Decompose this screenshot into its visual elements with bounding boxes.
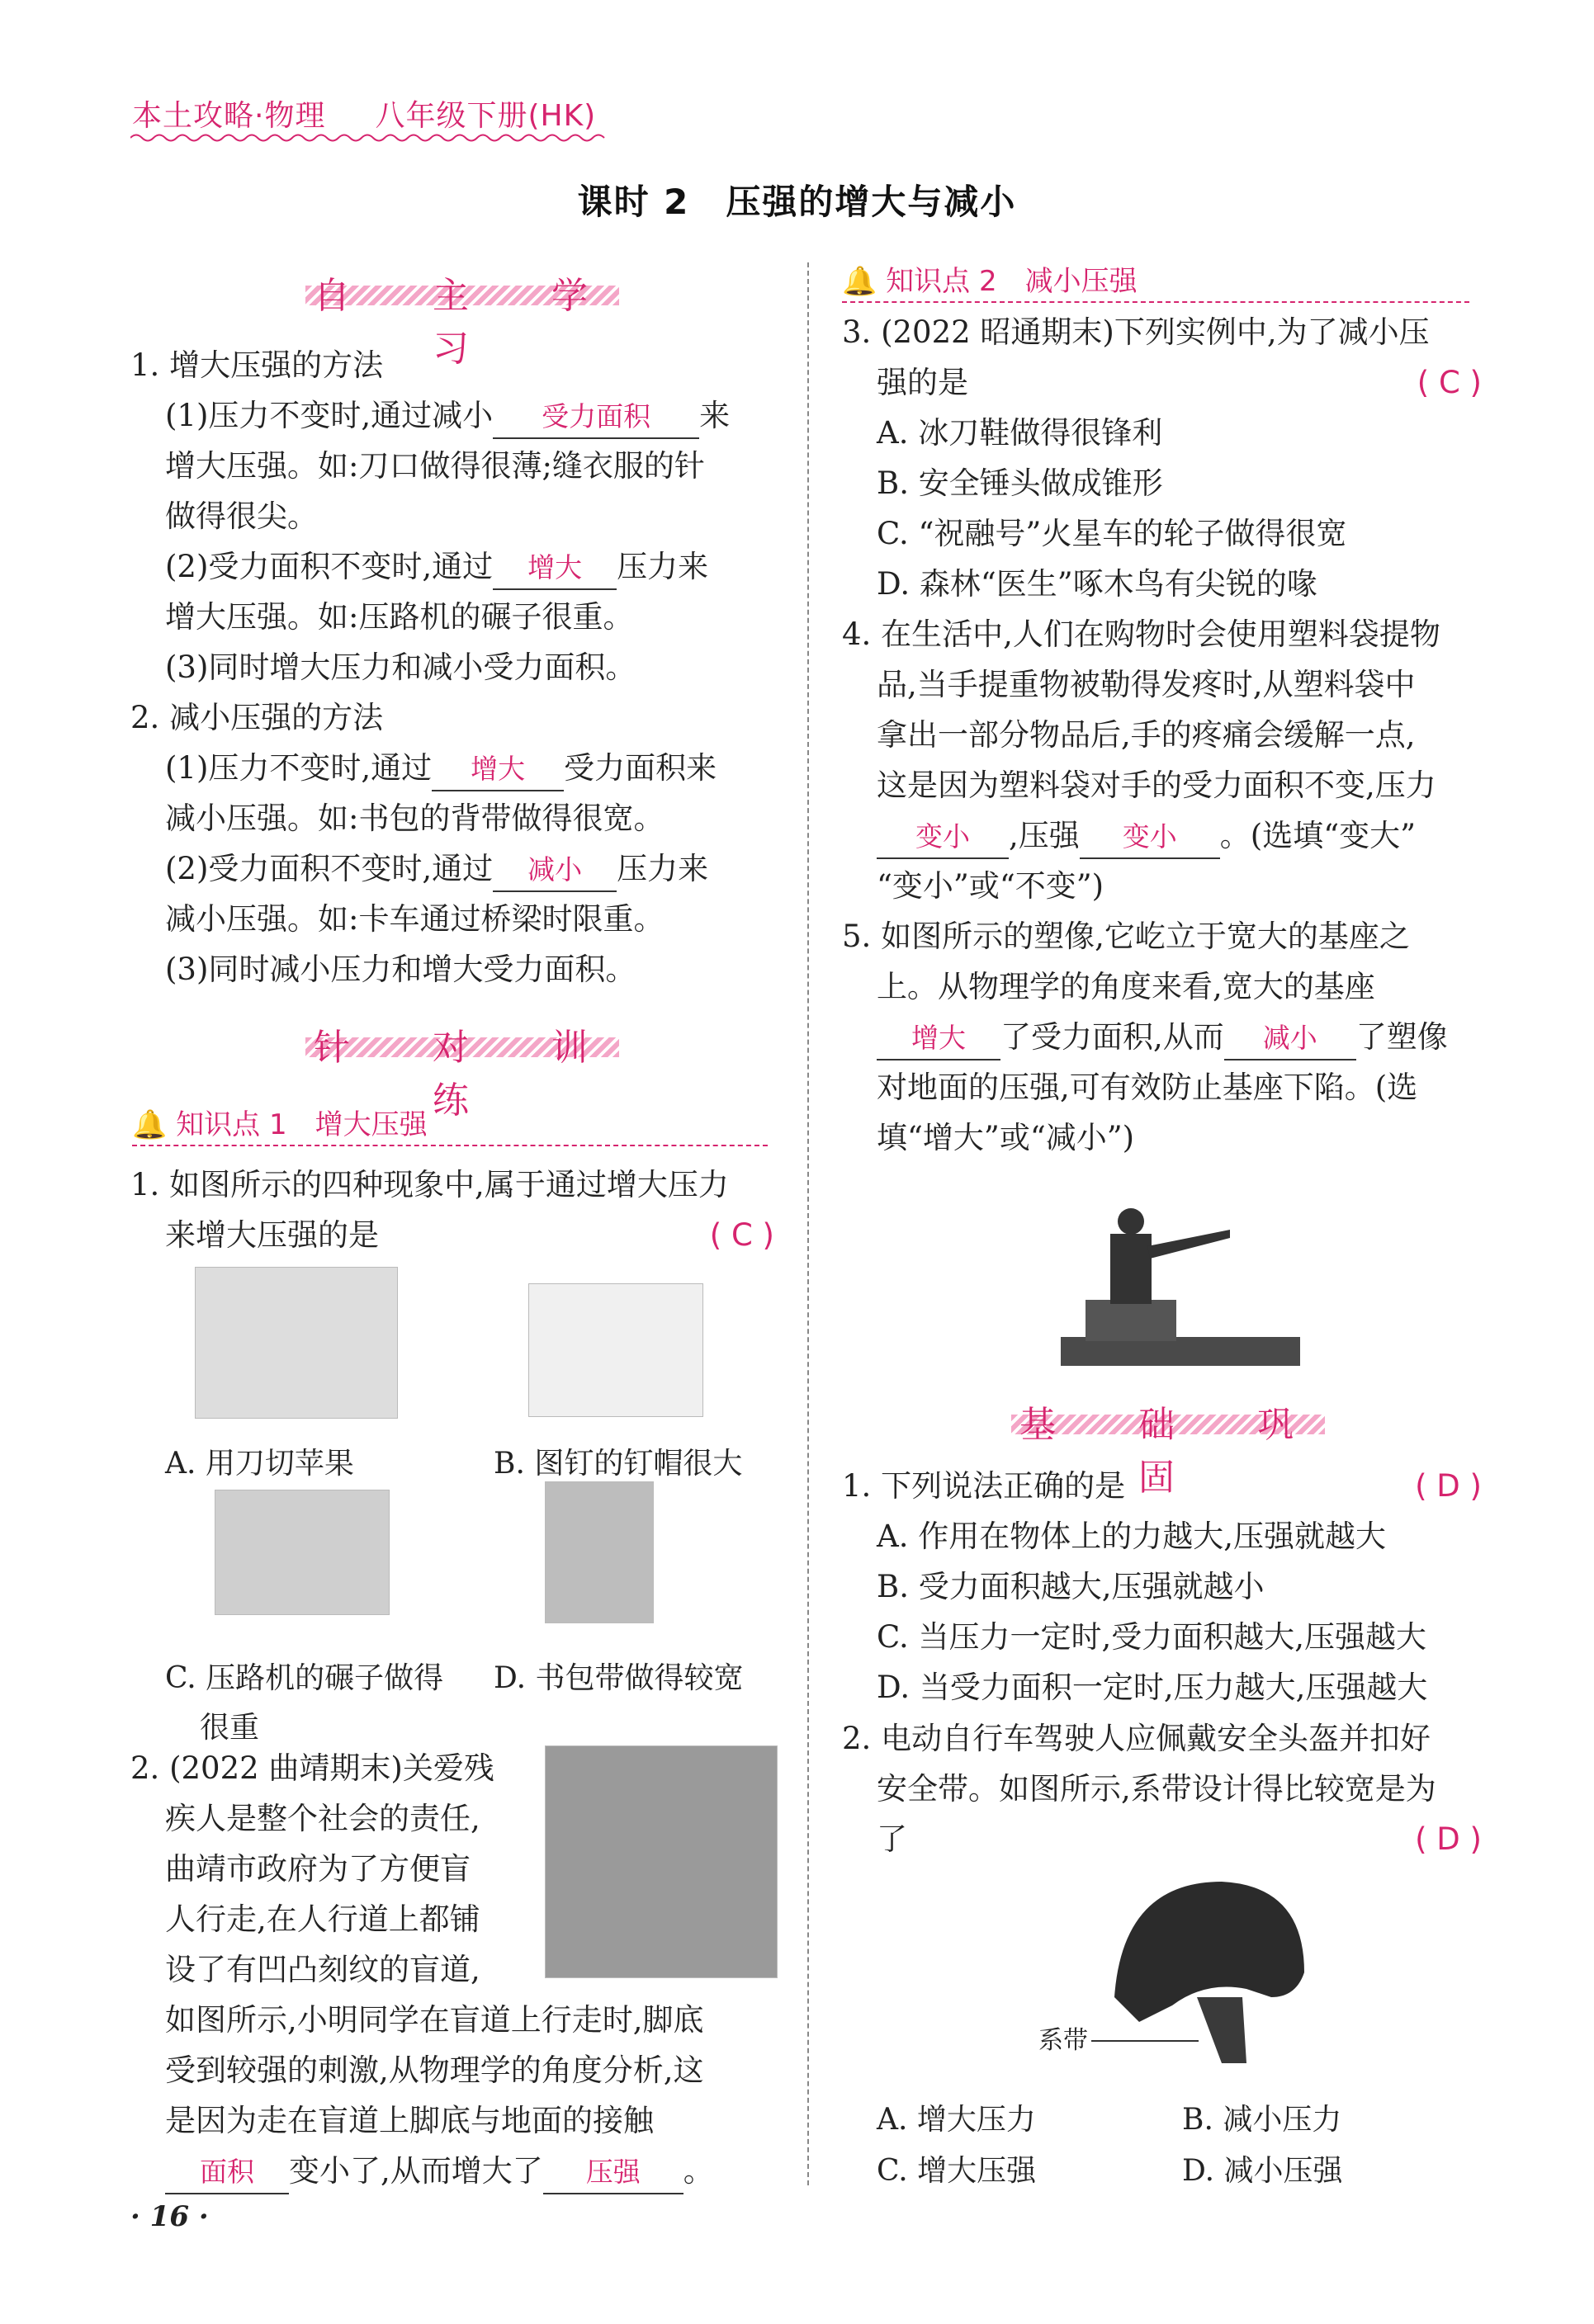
lesson-title: 课时 2 压强的增大与减小 <box>577 182 1017 222</box>
answer-blank: 增大 <box>432 749 564 791</box>
question-3: 3. (2022 昭通期末)下列实例中,为了减小压 强的是 ( C ) A. 冰刀鞋做得很锋利 B. 安全锤头做成锥形 C. “祝融号”火星车的轮子做得很宽 D. 森林“医生”啄木鸟有尖锐的喙 <box>842 314 1482 602</box>
strap-pointer-line <box>1091 2040 1199 2042</box>
q1-option-c: C. 压路机的碾子做得 <box>165 1661 444 1695</box>
grade-name: 八年级下册(HK) <box>375 99 597 133</box>
question-1: 1. 如图所示的四种现象中,属于通过增大压力 来增大压强的是 ( C ) <box>130 1167 774 1253</box>
bell-icon: 🔔 <box>842 265 877 298</box>
road-roller-image <box>215 1490 390 1615</box>
bell-icon: 🔔 <box>132 1108 168 1141</box>
thumbtacks-image <box>528 1283 703 1417</box>
q1-option-d: D. 书包带做得较宽 <box>494 1661 744 1695</box>
section-self-study: 自 主 学 习 <box>314 266 611 371</box>
answer-blank: 增大 <box>493 547 617 590</box>
book-name: 本土攻略·物理 <box>132 99 326 133</box>
question-4: 4. 在生活中,人们在购物时会使用塑料袋提物 品,当手提重物被勒得发疼时,从塑料袋中 拿出一部分物品后,手的疼痛会缓解一点, 这是因为塑料袋对手的受力面积不变,压力 变小 ,压强 变小 。(选填“变大” “变小”或“不变”) <box>842 616 1440 904</box>
apple-cutting-image <box>195 1267 398 1419</box>
knowledge-point-1: 🔔 知识点 1 增大压强 <box>132 1102 768 1151</box>
book-header <box>132 92 646 135</box>
b2-option-a: A. 增大压力 <box>877 2103 1036 2137</box>
backpack-image <box>545 1481 654 1623</box>
answer-blank: 减小 <box>493 849 617 892</box>
self-study-content: 1. 增大压强的方法 (1)压力不变时,通过减小 受力面积 来 增大压强。如:刀口做得很薄;缝衣服的针 做得很尖。 (2)受力面积不变时,通过 增大 压力来 增大压强。如:压路机的碾子很重。 (3)同时增大压力和减小受力面积。 2. 减小压强的方法 (1)压力不变时,通过 增大 受力面积来 减小压强。如:书包的背带做得很宽。 (2)受力面积不变时,通过 减小 压力来 减小压强。如:卡车通过桥梁时限重。 (3)同时减小压力和增大受力面积。 <box>130 347 731 987</box>
header-wave-line <box>130 132 609 144</box>
basic-question-2: 2. 电动自行车驾驶人应佩戴安全头盔并扣好 安全带。如图所示,系带设计得比较宽是为 了 ( D ) <box>842 1721 1482 1857</box>
helmet-image <box>1106 1873 1313 2071</box>
q1-option-b: B. 图钉的钉帽很大 <box>494 1447 743 1481</box>
b2-option-d: D. 减小压强 <box>1182 2154 1343 2188</box>
q1-option-a: A. 用刀切苹果 <box>165 1447 354 1481</box>
column-divider <box>807 262 809 2185</box>
section-targeted: 针 对 训 练 <box>314 1018 611 1123</box>
page-number: · 16 · <box>130 2200 209 2233</box>
b2-option-c: C. 增大压强 <box>877 2154 1037 2188</box>
basic-question-1: 1. 下列说法正确的是 ( D ) A. 作用在物体上的力越大,压强就越大 B. 受力面积越大,压强就越小 C. 当压力一定时,受力面积越大,压强越大 D. 当受力面积一定时,压力越大,压强越大 <box>842 1468 1482 1705</box>
answer-blank: 面积 <box>165 2152 289 2194</box>
answer-blank: 变小 <box>1080 816 1220 859</box>
b2-option-b: B. 减小压力 <box>1182 2103 1342 2137</box>
q1-option-c-cont: 很重 <box>200 1711 260 1745</box>
answer-blank: 增大 <box>877 1018 1000 1060</box>
answer-blank: 压强 <box>543 2152 683 2194</box>
answer-blank: 受力面积 <box>493 396 699 439</box>
question-2: 2. (2022 曲靖期末)关爱残 疾人是整个社会的责任, 曲靖市政府为了方便盲 人行走,在人行道上都铺 设了有凹凸刻纹的盲道, 如图所示,小明同学在盲道上行走时,脚底 受到较强的刺激,从物理学的角度分析,这 是因为走在盲道上脚底与地面的接触 面积 变小了,从而增大了 压强 。 <box>130 1743 774 2196</box>
knowledge-point-2: 🔔 知识点 2 减小压强 <box>842 258 1469 308</box>
statue-image <box>1061 1184 1300 1366</box>
strap-label: 系带 <box>1038 2026 1088 2055</box>
tactile-paving-image <box>545 1745 778 1978</box>
answer-blank: 减小 <box>1224 1018 1356 1060</box>
answer-blank: 变小 <box>877 816 1009 859</box>
question-5: 5. 如图所示的塑像,它屹立于宽大的基座之 上。从物理学的角度来看,宽大的基座 增大 了受力面积,从而 减小 了塑像 对地面的压强,可有效防止基座下陷。(选 填“增大”或“减小”) <box>842 919 1448 1155</box>
section-basic: 基 础 巩 固 <box>1019 1395 1317 1500</box>
